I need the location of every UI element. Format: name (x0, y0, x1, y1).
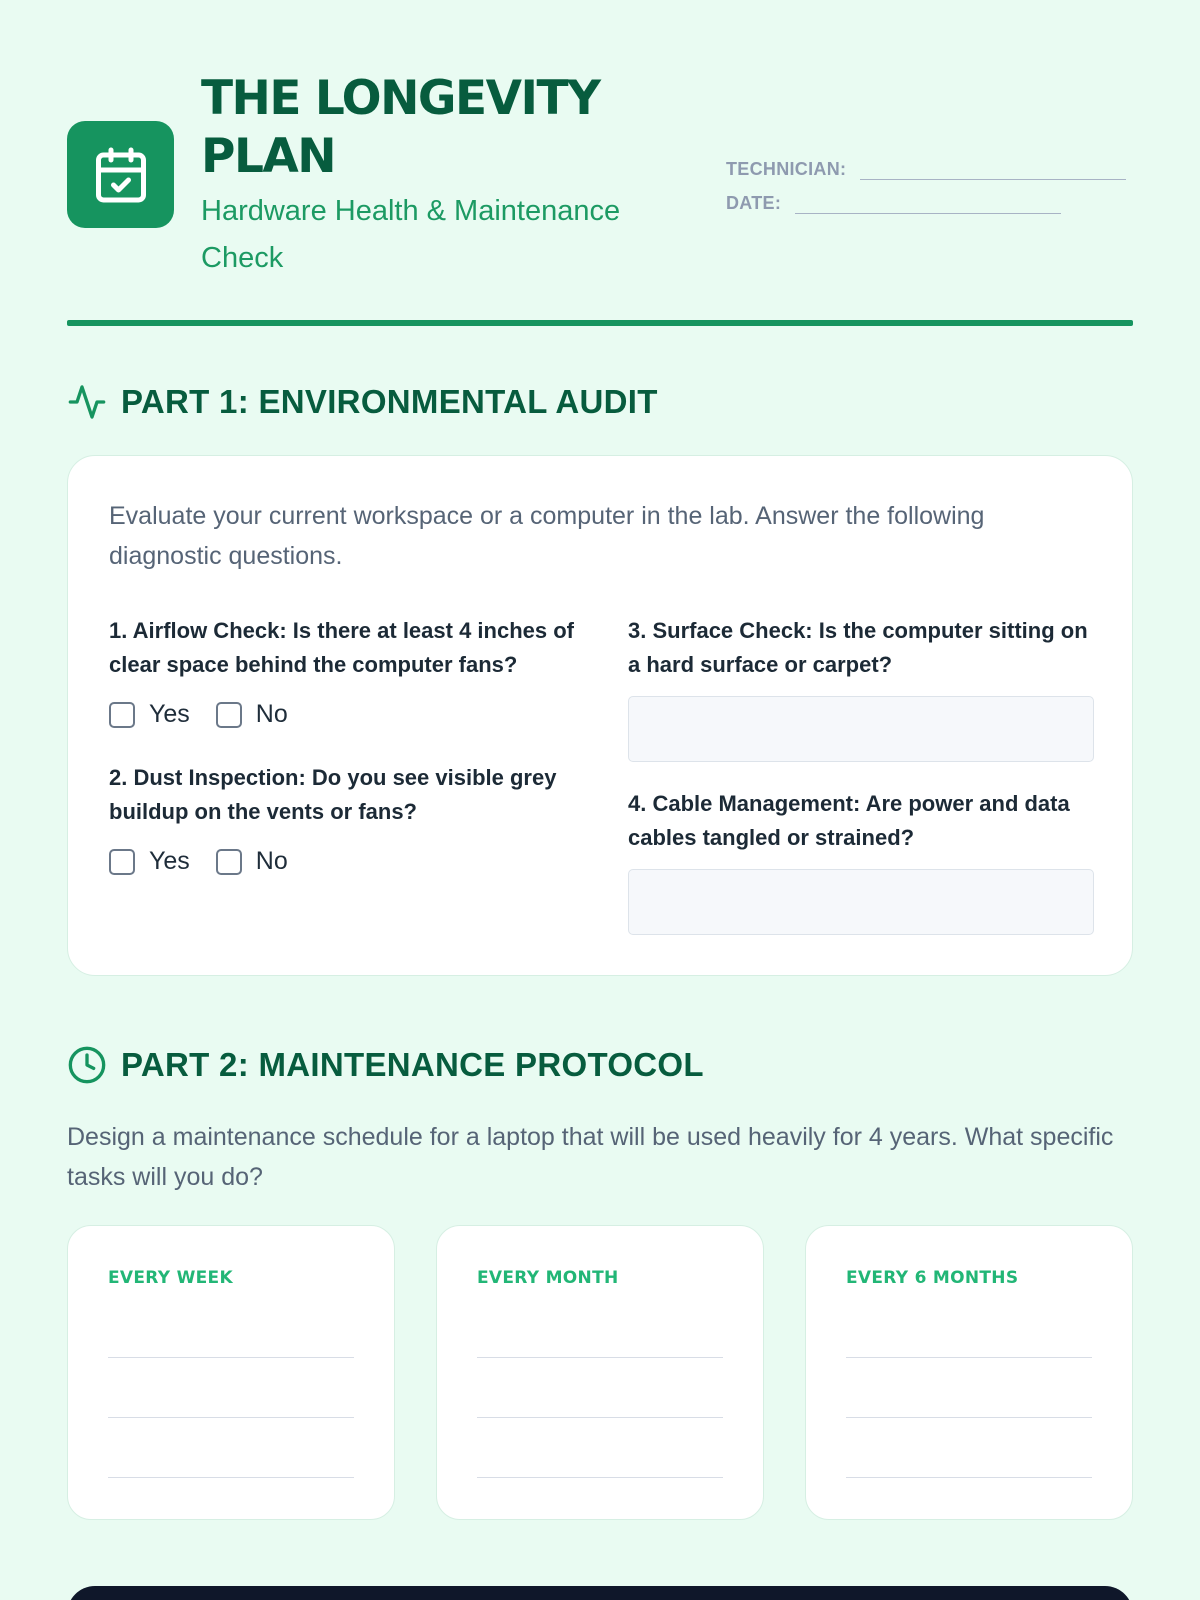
date-row (726, 180, 1133, 214)
q1-yes-option[interactable] (109, 700, 190, 729)
schedule-label-six-months: EVERY 6 MONTHS (846, 1268, 1019, 1288)
q2-yes-checkbox[interactable] (109, 849, 135, 875)
monthly-task-line-1[interactable] (477, 1357, 723, 1358)
six-months-task-line-1[interactable] (846, 1357, 1092, 1358)
meta-fields (726, 146, 1133, 214)
q1-yes-label: Yes (149, 700, 190, 728)
q1-no-checkbox[interactable] (216, 702, 242, 728)
q1-yes-checkbox[interactable] (109, 702, 135, 728)
footer-bar (67, 1586, 1133, 1600)
weekly-task-line-2[interactable] (108, 1417, 354, 1418)
weekly-task-line-3[interactable] (108, 1477, 354, 1478)
page-title: THE LONGEVITY PLAN (201, 71, 600, 184)
question-1-options (109, 700, 314, 729)
part2-intro: Design a maintenance schedule for a laptop that will be used heavily for 4 years. What specific tasks will you do? (67, 1123, 1114, 1191)
question-2: 2. Dust Inspection: Do you see visible grey buildup on the vents or fans? (109, 765, 557, 824)
technician-field[interactable] (860, 160, 1126, 180)
activity-pulse-icon (67, 382, 107, 422)
schedule-card-six-months (805, 1225, 1133, 1520)
q2-no-label: No (255, 847, 288, 875)
question-2-options (109, 847, 314, 876)
q2-no-option[interactable] (216, 847, 288, 876)
six-months-task-line-2[interactable] (846, 1417, 1092, 1418)
page-subtitle: Hardware Health & Maintenance Check (201, 195, 621, 274)
part1-title: PART 1: ENVIRONMENTAL AUDIT (121, 383, 658, 420)
schedule-label-monthly: EVERY MONTH (477, 1268, 619, 1288)
question-3: 3. Surface Check: Is the computer sitting on a hard surface or carpet? (628, 618, 1088, 677)
question-4-answer-field[interactable] (628, 869, 1094, 935)
date-field[interactable] (795, 194, 1061, 214)
part1-heading (67, 382, 658, 422)
part2-heading (67, 1045, 704, 1085)
date-label: DATE: (726, 193, 782, 213)
clock-icon (67, 1045, 107, 1085)
q2-yes-option[interactable] (109, 847, 190, 876)
header (67, 70, 1133, 340)
q1-no-option[interactable] (216, 700, 288, 729)
part2-title: PART 2: MAINTENANCE PROTOCOL (121, 1046, 704, 1083)
q2-yes-label: Yes (149, 847, 190, 875)
six-months-task-line-3[interactable] (846, 1477, 1092, 1478)
weekly-task-line-1[interactable] (108, 1357, 354, 1358)
q1-no-label: No (255, 700, 288, 728)
schedule-card-weekly (67, 1225, 395, 1520)
header-divider (67, 320, 1133, 326)
technician-label: TECHNICIAN: (726, 159, 847, 179)
schedule-card-monthly (436, 1225, 764, 1520)
monthly-task-line-2[interactable] (477, 1417, 723, 1418)
monthly-task-line-3[interactable] (477, 1477, 723, 1478)
logo (67, 121, 174, 228)
question-1: 1. Airflow Check: Is there at least 4 inches of clear space behind the computer fans? (109, 618, 574, 677)
technician-row (726, 146, 1133, 180)
schedule-label-weekly: EVERY WEEK (108, 1268, 233, 1288)
question-4: 4. Cable Management: Are power and data cables tangled or strained? (628, 791, 1070, 850)
part1-intro: Evaluate your current workspace or a computer in the lab. Answer the following diagnostic questions. (109, 502, 985, 570)
environmental-audit-card (67, 455, 1133, 976)
calendar-check-icon (91, 145, 151, 205)
q2-no-checkbox[interactable] (216, 849, 242, 875)
question-3-answer-field[interactable] (628, 696, 1094, 762)
